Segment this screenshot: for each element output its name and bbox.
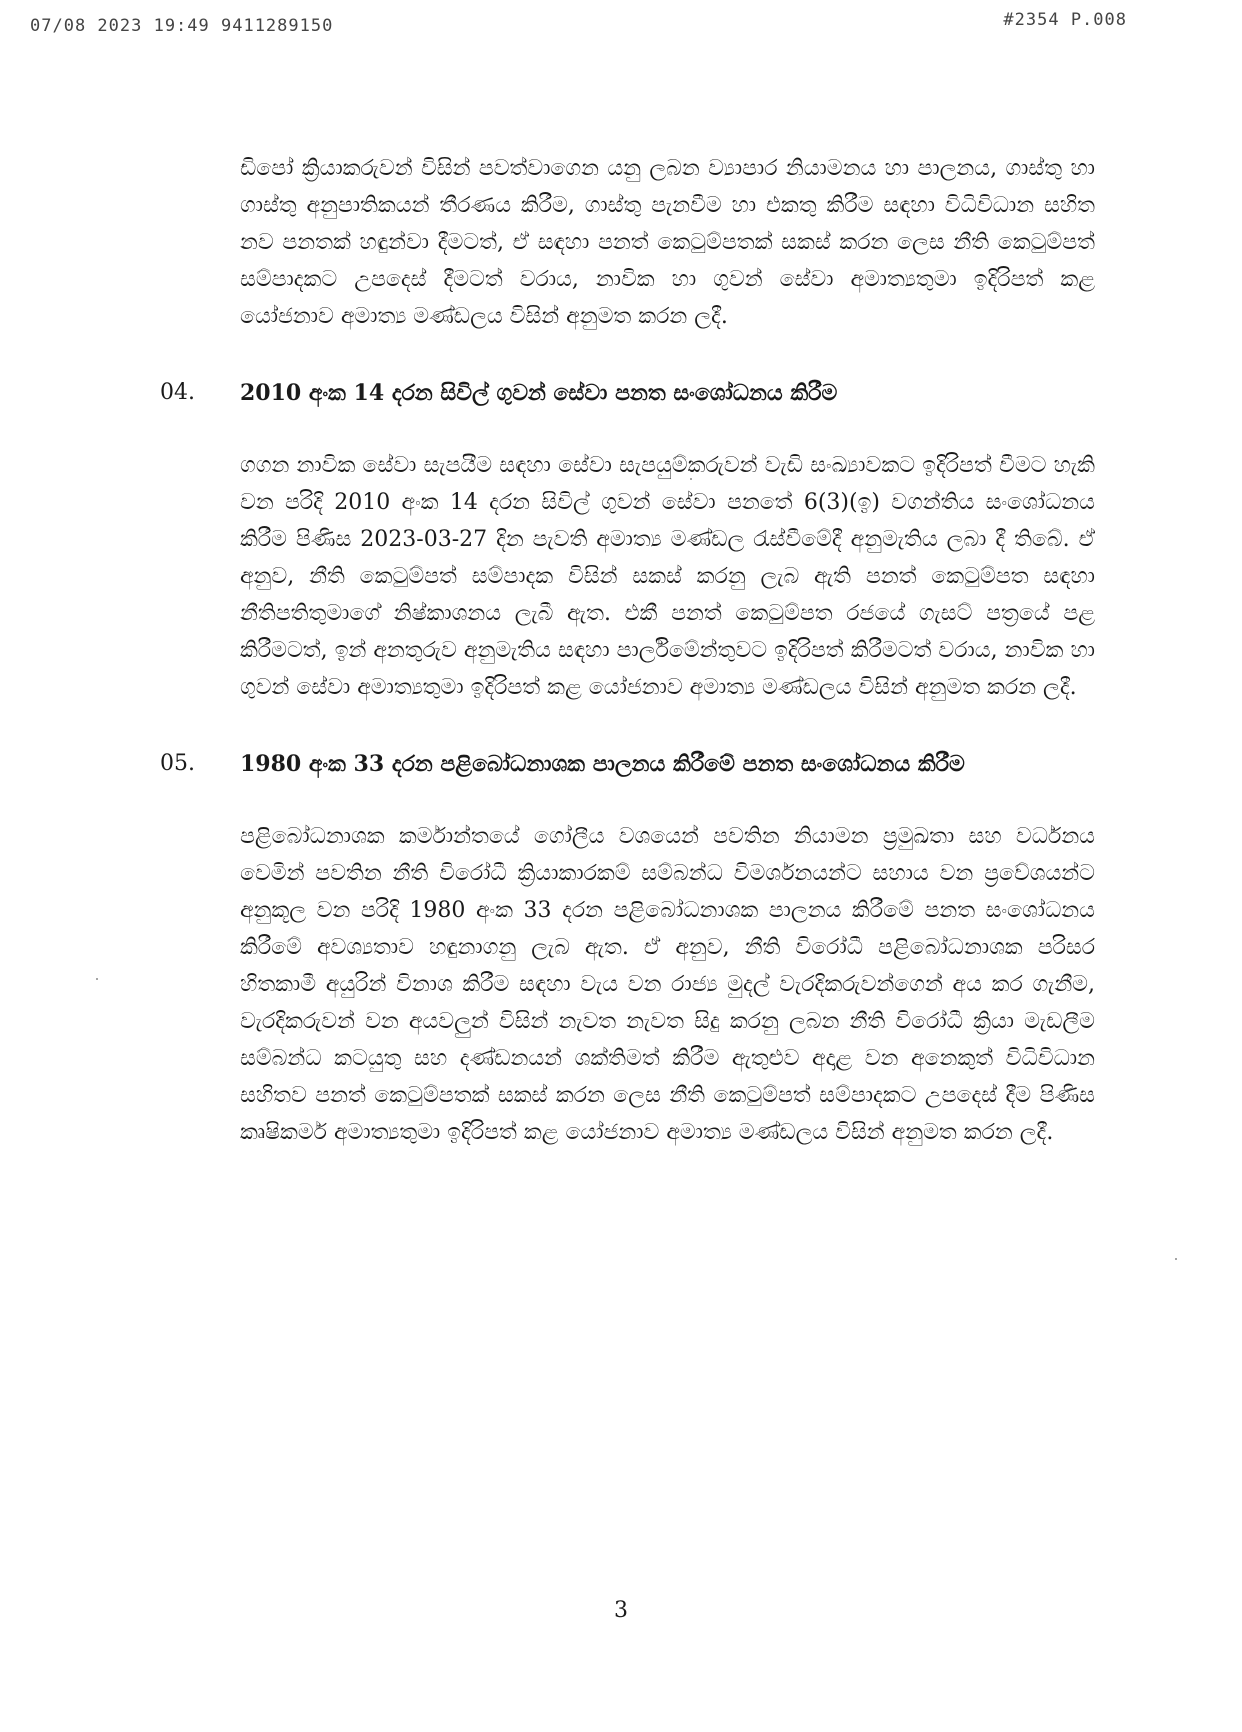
section-title: 2010 අංක 14 දරන සිවිල් ගුවන් සේවා පනත සංශෝධනය කිරීම: [240, 380, 838, 406]
section-heading: [160, 746, 1100, 782]
section-04: [160, 375, 1100, 706]
document-body: [160, 150, 1100, 1151]
section-number: 04.: [160, 380, 195, 405]
fax-transmission-info: 07/08 2023 19:49 9411289150: [30, 16, 334, 36]
scan-speck: [96, 978, 98, 980]
section-heading: [160, 375, 1100, 411]
section-paragraph: පළිබෝධනාශක කර්මාන්තයේ ගෝලීය වශයෙන් පවතින නියාමන ප්‍රමුඛතා සහ වර්ධනය වෙමින් පවතින නීති විරෝධී ක්‍රියාකාරකම් සම්බන්ධ විමර්ශනයන්ට සහාය වන ප්‍රවේශයන්ට අනුකූල වන පරිදි 1980 අංක 33 දරන පළිබෝධනාශක පාලනය කිරීමේ පනත සංශෝධනය කිරීමේ අවශ්‍යතාව හඳුනාගනු ලැබ ඇත. ඒ අනුව, නීති විරෝධී පළිබෝධනාශක පරිසර හිතකාමී අයුරින් විනාශ කිරීම සඳහා වැය වන රාජ්‍ය මුදල් වැරදිකරුවන්ගෙන් අය කර ගැනීම, වැරදිකරුවන් වන අයවලුන් විසින් නැවත නැවත සිදු කරනු ලබන නීති විරෝධී ක්‍රියා මැඩලීම සම්බන්ධ කටයුතු සහ දණ්ඩනයන් ශක්තිමත් කිරීම ඇතුළුව අදාළ වන අනෙකුත් විධිවිධාන සහිතව පනත් කෙටුම්පතක් සකස් කරන ලෙස නීති කෙටුම්පත් සම්පාදකට උපදෙස් දීම පිණිස කෘෂිකර්ම අමාත්‍යතුමා ඉදිරිපත් කළ යෝජනාව අමාත්‍ය මණ්ඩලය විසින් අනුමත කරන ලදී.: [240, 824, 1095, 1145]
scan-speck: [1175, 1258, 1177, 1260]
section-number: 05.: [160, 751, 195, 776]
section-05: [160, 746, 1100, 1151]
section-title: 1980 අංක 33 දරන පළිබෝධනාශක පාලනය කිරීමේ පනත සංශෝධනය කිරීම: [240, 751, 965, 777]
scan-speck: [690, 478, 692, 480]
intro-paragraph: ඩිපෝ ක්‍රියාකරුවන් විසින් පවත්වාගෙන යනු ලබන ව්‍යාපාර නියාමනය හා පාලනය, ගාස්තු හා ගාස්තු අනුපාතිකයන් තීරණය කිරීම, ගාස්තු පැනවීම හා එකතු කිරීම සඳහා විධිවිධාන සහිත නව පනතක් හඳුන්වා දීමටත්, ඒ සඳහා පනත් කෙටුම්පතක් සකස් කරන ලෙස නීති කෙටුම්පත් සම්පාදකට උපදෙස් දීමටත් වරාය, නාවික හා ගුවන් සේවා අමාත්‍යතුමා ඉදිරිපත් කළ යෝජනාව අමාත්‍ය මණ්ඩලය විසින් අනුමත කරන ලදී.: [240, 156, 1095, 329]
fax-page-ref: #2354 P.008: [1003, 10, 1127, 30]
fax-header: [0, 10, 1242, 40]
section-paragraph: ගගන නාවික සේවා සැපයීම සඳහා සේවා සැපයුම්කරුවන් වැඩි සංඛ්‍යාවකට ඉදිරිපත් වීමට හැකි වන පරිදි 2010 අංක 14 දරන සිවිල් ගුවන් සේවා පනතේ 6(3)(ඉ) වගන්තිය සංශෝධනය කිරීම පිණිස 2023-03-27 දින පැවති අමාත්‍ය මණ්ඩල රැස්වීමේදී අනුමැතිය ලබා දී තිබේ. ඒ අනුව, නීති කෙටුම්පත් සම්පාදක විසින් සකස් කරනු ලැබ ඇති පනත් කෙටුම්පත සඳහා නීතිපතිතුමාගේ නිෂ්කාශනය ලැබී ඇත. එකී පනත් කෙටුම්පත රජයේ ගැසට් පත්‍රයේ පළ කිරීමටත්, ඉන් අනතුරුව අනුමැතිය සඳහා පාර්ලිමේන්තුවට ඉදිරිපත් කිරීමටත් වරාය, නාවික හා ගුවන් සේවා අමාත්‍යතුමා ඉදිරිපත් කළ යෝජනාව අමාත්‍ය මණ්ඩලය විසින් අනුමත කරන ලදී.: [240, 453, 1095, 700]
page-number: 3: [614, 1598, 628, 1623]
